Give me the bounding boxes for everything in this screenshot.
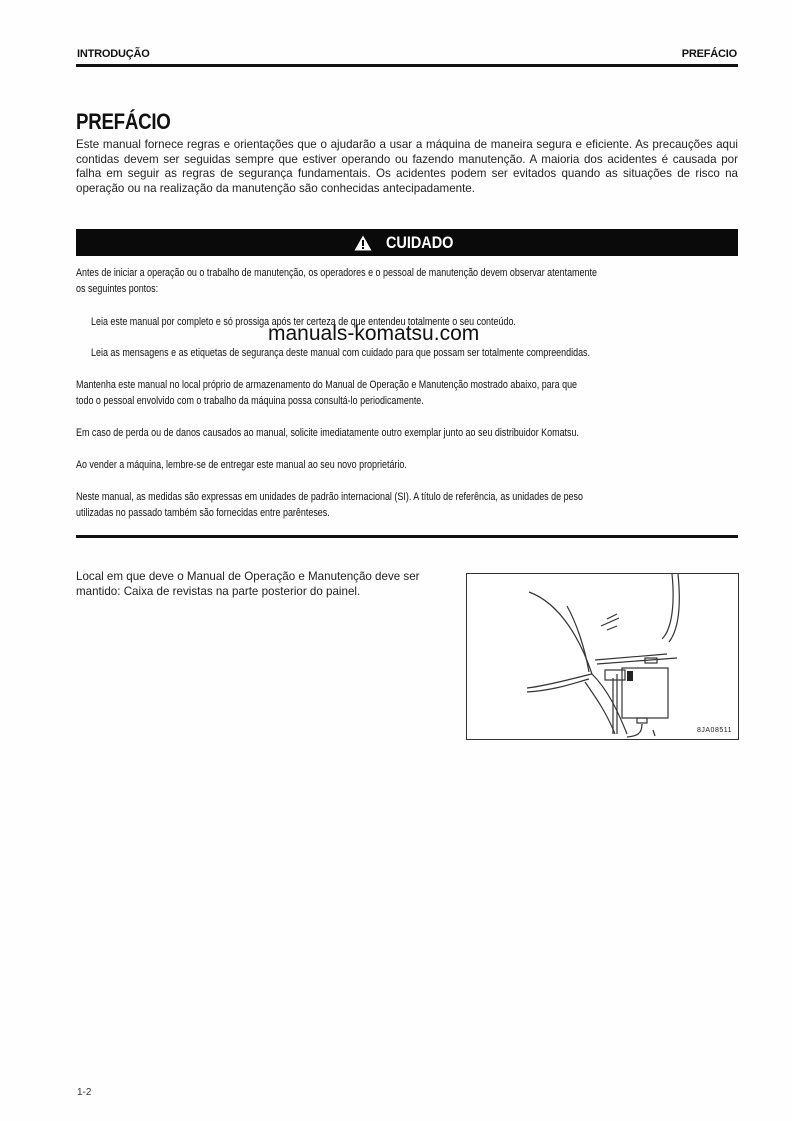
running-header xyxy=(77,48,737,62)
intro-paragraph: Este manual fornece regras e orientações que o ajudarão a usar a máquina de maneira segura e eficiente. As precauções aqui contidas devem ser seguidas sempre que estiver operando ou fazendo manutenção. A maioria dos acidentes é causada por falha em seguir as regras de segurança fundamentais. Os acidentes podem ser evitados quando as situações de risco na operação ou na realização da manutenção são conhecidas antecipadamente. xyxy=(76,138,738,195)
header-rule xyxy=(76,64,738,67)
watermark: manuals-komatsu.com xyxy=(268,322,480,345)
caution-paragraph: todo o pessoal envolvido com o trabalho da máquina possa consultá-lo periodicamente. xyxy=(76,395,424,407)
caution-intro-line1: Antes de iniciar a operação ou o trabalho de manutenção, os operadores e o pessoal de manutenção devem observar atentamente xyxy=(76,267,597,279)
caution-bullet: Leia este manual por completo e só prossiga após ter certeza de que entendeu totalmente o seu conteúdo. xyxy=(91,316,516,328)
caution-banner xyxy=(76,229,738,256)
figure-code: 8JA08511 xyxy=(696,727,732,734)
caution-paragraph: Neste manual, as medidas são expressas em unidades de padrão internacional (SI). A título de referência, as unidades de peso xyxy=(76,491,583,503)
page-title: PREFÁCIO xyxy=(76,109,171,134)
caution-paragraph: Mantenha este manual no local próprio de armazenamento do Manual de Operação e Manutenção mostrado abaixo, para que xyxy=(76,379,578,391)
warning-triangle-icon xyxy=(354,235,372,251)
header-section-left: INTRODUÇÃO xyxy=(77,48,150,60)
caution-paragraph: Em caso de perda ou de danos causados ao manual, solicite imediatamente outro exemplar junto ao seu distribuidor Komatsu. xyxy=(76,427,579,439)
caution-paragraph: Ao vender a máquina, lembre-se de entregar este manual ao seu novo proprietário. xyxy=(76,459,407,471)
caution-bullet: Leia as mensagens e as etiquetas de segurança deste manual com cuidado para que possam ser totalmente compreendidas. xyxy=(91,347,591,359)
header-section-right: PREFÁCIO xyxy=(681,48,737,60)
cab-dashboard-illustration xyxy=(467,574,738,739)
caution-end-rule xyxy=(76,535,738,538)
caution-intro-line2: os seguintes pontos: xyxy=(76,283,159,295)
storage-location-text: Local em que deve o Manual de Operação e Manutenção deve ser mantido: Caixa de revistas na parte posterior do painel. xyxy=(76,570,420,598)
caution-label: CUIDADO xyxy=(386,232,454,252)
storage-location-figure xyxy=(466,573,739,740)
caution-paragraph: utilizadas no passado também são fornecidas entre parênteses. xyxy=(76,507,330,519)
page-number: 1-2 xyxy=(77,1087,92,1098)
